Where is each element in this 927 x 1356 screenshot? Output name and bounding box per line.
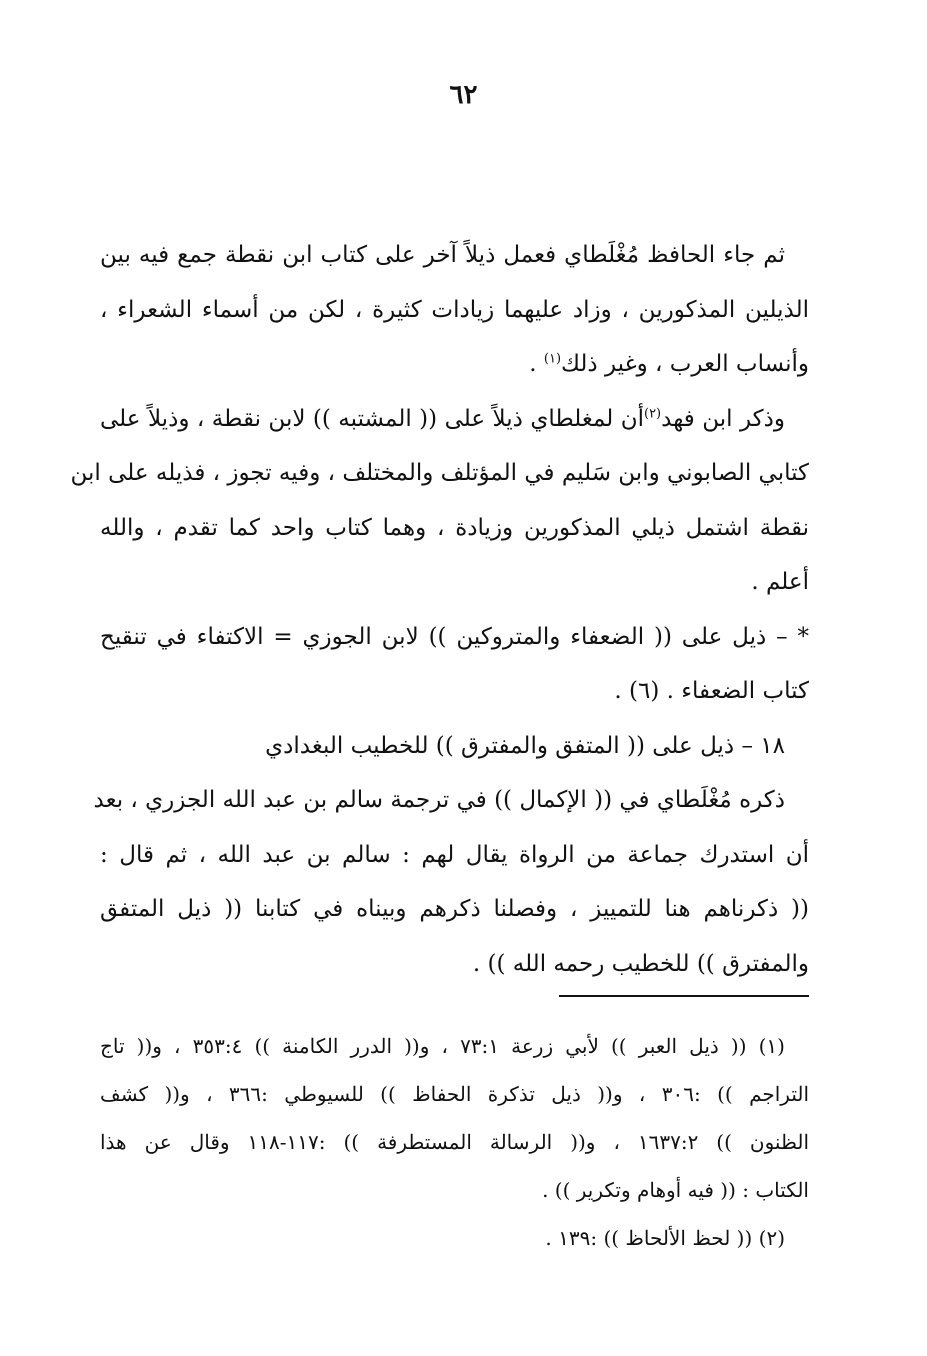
footnote-reference: (١) (543, 351, 562, 367)
footnotes (100, 1022, 809, 1262)
text-line: ثم جاء الحافظ مُغْلَطاي فعمل ذيلاً آخر على كتاب ابن نقطة جمع فيه بين (100, 242, 785, 268)
footnote-separator (559, 995, 809, 997)
text-line: (( ذكرناهم هنا للتمييز ، وفصلنا ذكرهم وبيناه في كتابنا (( ذيل المتفق (100, 896, 809, 922)
footnote-line: (١) (( ذيل العبر )) لأبي زرعة ٧٣:١ ، و(( الدرر الكامنة )) ٣٥٣:٤ ، و(( تاج (100, 1034, 785, 1058)
text-line: أن استدرك جماعة من الرواة يقال لهم : سالم بن عبد الله ، ثم قال : (100, 841, 809, 868)
main-text (70, 228, 809, 991)
page-number: ٦٢ (449, 80, 478, 110)
text-line: أعلم . (751, 569, 809, 595)
paragraph-ibn-fahd (70, 392, 809, 610)
paragraph-ikmal (93, 773, 809, 991)
text-line: الذيلين المذكورين ، وزاد عليهما زيادات كثيرة ، لكن من أسماء الشعراء ، (100, 296, 809, 323)
footnote-1 (100, 1022, 809, 1214)
text-line: ذكره مُغْلَطاي في (( الإكمال )) في ترجمة سالم بن عبد الله الجزري ، بعد (93, 787, 785, 813)
text-line (100, 337, 809, 392)
text-segment: . (529, 351, 537, 377)
text-line: نقطة اشتمل ذيلي المذكورين وزيادة ، وهما كتاب واحد كما تقدم ، والله (100, 514, 809, 541)
text-line: * – ذيل على (( الضعفاء والمتروكين )) لابن الجوزي = الاكتفاء في تنقيح (100, 623, 809, 650)
text-line (100, 392, 809, 447)
text-line: كتاب الضعفاء . (٦) . (614, 678, 809, 704)
footnote-line: الظنون )) ١٦٣٧:٢ ، و(( الرسالة المستطرفة )) :١١٧-١١٨ وقال عن هذا (100, 1130, 809, 1154)
footnote-reference: (٢) (643, 405, 662, 421)
text-line: ١٨ – ذيل على (( المتفق والمفترق )) للخطيب البغدادي (265, 732, 785, 759)
footnote-line: الكتاب : (( فيه أوهام وتكرير )) . (542, 1178, 809, 1202)
footnote-2 (100, 1214, 809, 1262)
footnote-line: التراجم )) :٣٠٦ ، و(( ذيل تذكرة الحفاظ )) للسيوطي :٣٦٦ ، و(( كشف (100, 1082, 810, 1106)
text-line: والمفترق )) للخطيب رحمه الله )) . (472, 950, 809, 977)
footnote-line: (٢) (( لحظ الألحاظ )) :١٣٩ . (545, 1226, 785, 1250)
paragraph-mughaltay-dhayl (100, 228, 809, 392)
text-segment: وذكر ابن فهد (661, 405, 785, 432)
paragraph-dhayl-duafa (100, 610, 809, 719)
text-line: كتابي الصابوني وابن سَليم في المؤتلف والمختلف ، وفيه تجوز ، فذيله على ابن (70, 460, 809, 486)
text-segment: وأنساب العرب ، وغير ذلك (561, 351, 809, 377)
text-segment: أن لمغلطاي ذيلاً على (( المشتبه )) لابن نقطة ، وذيلاً على (100, 405, 644, 432)
section-heading-18 (100, 719, 809, 774)
